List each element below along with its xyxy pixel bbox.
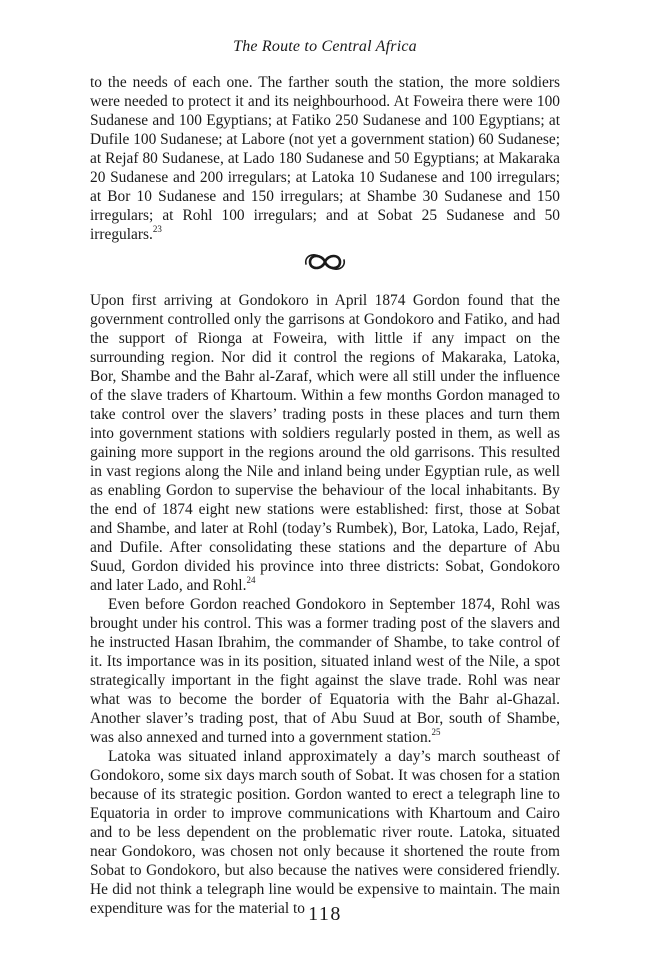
paragraph-text: Latoka was situated inland approximately a day’s march southeast of Gondokoro, some six days march south of Sobat. It was chosen for a station because of its strategic position. Gordon wanted to erect a telegraph line to Equatoria in order to improve communications with Khartoum and Cairo and to be less dependent on the problematic river route. Latoka, situated near Gondokoro, was chosen not only because it shortened the route from Sobat to Gondokoro, but also because the natives were considered friendly. He did not think a telegraph line would be expensive to maintain. The main expenditure was for the material to [90, 748, 560, 917]
knot-ornament-icon [300, 249, 350, 275]
paragraph [90, 747, 560, 918]
text-block-top [90, 73, 560, 244]
paragraph-text: to the needs of each one. The farther south the station, the more soldiers were needed to protect it and its neighbourhood. At Foweira there were 100 Sudanese and 100 Egyptians; at Fatiko 250 Sudanese and 100 Egyptians; at Dufile 100 Sudanese; at Labore (not yet a government station) 60 Sudanese; at Rejaf 80 Sudanese, at Lado 180 Sudanese and 50 Egyptians; at Makaraka 20 Sudanese and 200 irregulars; at Latoka 10 Sudanese and 100 irregulars; at Bor 10 Sudanese and 150 irregulars; at Shambe 30 Sudanese and 150 irregulars; at Rohl 100 irregulars; and at Sobat 25 Sudanese and 50 irregulars. [90, 74, 560, 243]
paragraph [90, 73, 560, 244]
footnote-ref[interactable]: 23 [152, 223, 162, 234]
paragraph [90, 291, 560, 595]
footnote-ref[interactable]: 24 [246, 574, 256, 585]
paragraph-text: Even before Gordon reached Gondokoro in September 1874, Rohl was brought under his control. This was a former trading post of the slavers and he instructed Hasan Ibrahim, the commander of Shambe, to take control of it. Its importance was in its position, situated inland west of the Nile, a spot strategically important in the fight against the slave trade. Rohl was near what was to become the border of Equatoria with the Bahr al-Ghazal. Another slaver’s trading post, that of Abu Suud at Bor, south of Shambe, was also annexed and turned into a government station. [90, 596, 560, 746]
page-number: 118 [308, 903, 342, 925]
running-head: The Route to Central Africa [233, 38, 417, 55]
footnote-ref[interactable]: 25 [431, 726, 441, 737]
paragraph [90, 595, 560, 747]
paragraph-text: Upon first arriving at Gondokoro in April 1874 Gordon found that the government controlled only the garrisons at Gondokoro and Fatiko, and had the support of Rionga at Foweira, with little if any impact on the surrounding region. Nor did it control the regions of Makaraka, Latoka, Bor, Shambe and the Bahr al-Zaraf, which were all still under the influence of the slave traders of Khartoum. Within a few months Gordon managed to take control over the slavers’ trading posts in these places and turn them into government stations with soldiers regularly posted in them, as well as gaining more support in the regions around the old garrisons. This resulted in vast regions along the Nile and inland being under Egyptian rule, as well as enabling Gordon to supervise the behaviour of the local inhabitants. By the end of 1874 eight new stations were established: first, those at Sobat and Shambe, and later at Rohl (today’s Rumbek), Bor, Latoka, Lado, Rejaf, and Dufile. After consolidating these stations and the departure of Abu Suud, Gordon divided his province into three districts: Sobat, Gondokoro and later Lado, and Rohl. [90, 292, 560, 594]
text-block-main [90, 291, 560, 918]
book-page [90, 0, 560, 975]
